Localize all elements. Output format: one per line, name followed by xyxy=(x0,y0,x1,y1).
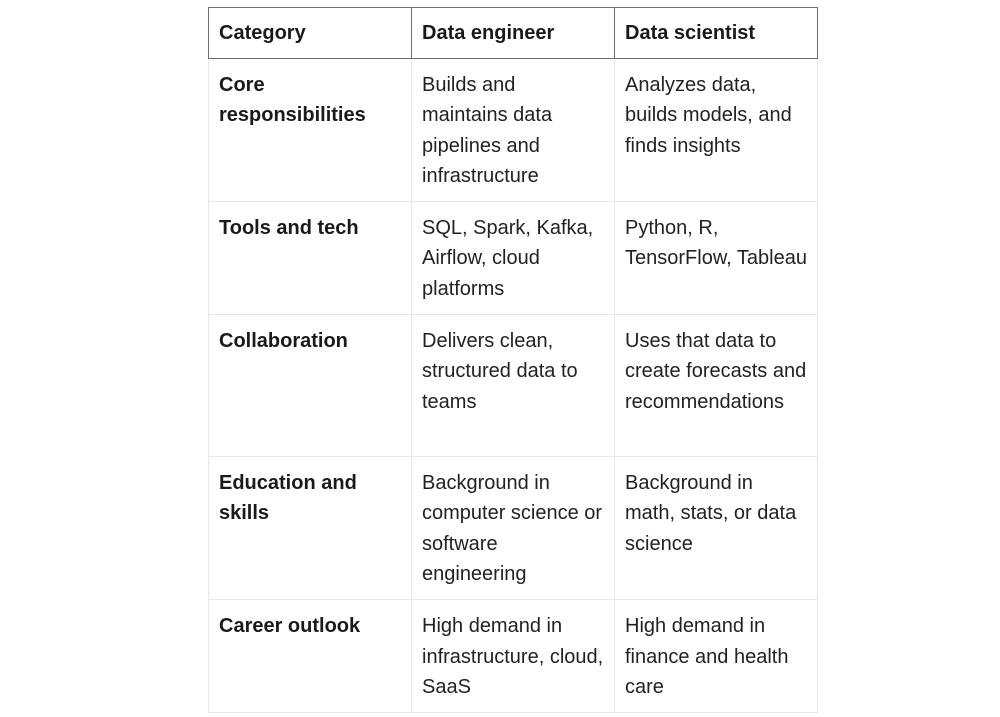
row-category: Core responsibilities xyxy=(209,59,412,202)
row-data-engineer: SQL, Spark, Kafka, Airflow, cloud platforms xyxy=(412,202,615,315)
header-category: Category xyxy=(209,8,412,59)
row-data-engineer: Builds and maintains data pipelines and infrastructure xyxy=(412,59,615,202)
row-data-scientist: Python, R, TensorFlow, Tableau xyxy=(615,202,818,315)
table-row xyxy=(209,315,818,457)
row-data-engineer: Delivers clean, structured data to teams xyxy=(412,315,615,457)
header-data-engineer: Data engineer xyxy=(412,8,615,59)
row-category: Tools and tech xyxy=(209,202,412,315)
row-data-engineer: Background in computer science or software engineering xyxy=(412,457,615,600)
table-row xyxy=(209,600,818,713)
row-category: Career outlook xyxy=(209,600,412,713)
row-category: Education and skills xyxy=(209,457,412,600)
row-category: Collaboration xyxy=(209,315,412,457)
table-row xyxy=(209,202,818,315)
row-data-scientist: High demand in finance and health care xyxy=(615,600,818,713)
row-data-scientist: Uses that data to create forecasts and recommendations xyxy=(615,315,818,457)
header-data-scientist: Data scientist xyxy=(615,8,818,59)
table-row xyxy=(209,59,818,202)
table-row xyxy=(209,457,818,600)
header-row xyxy=(209,8,818,59)
row-data-scientist: Background in math, stats, or data science xyxy=(615,457,818,600)
row-data-scientist: Analyzes data, builds models, and finds insights xyxy=(615,59,818,202)
row-data-engineer: High demand in infrastructure, cloud, SaaS xyxy=(412,600,615,713)
comparison-table xyxy=(208,7,818,713)
